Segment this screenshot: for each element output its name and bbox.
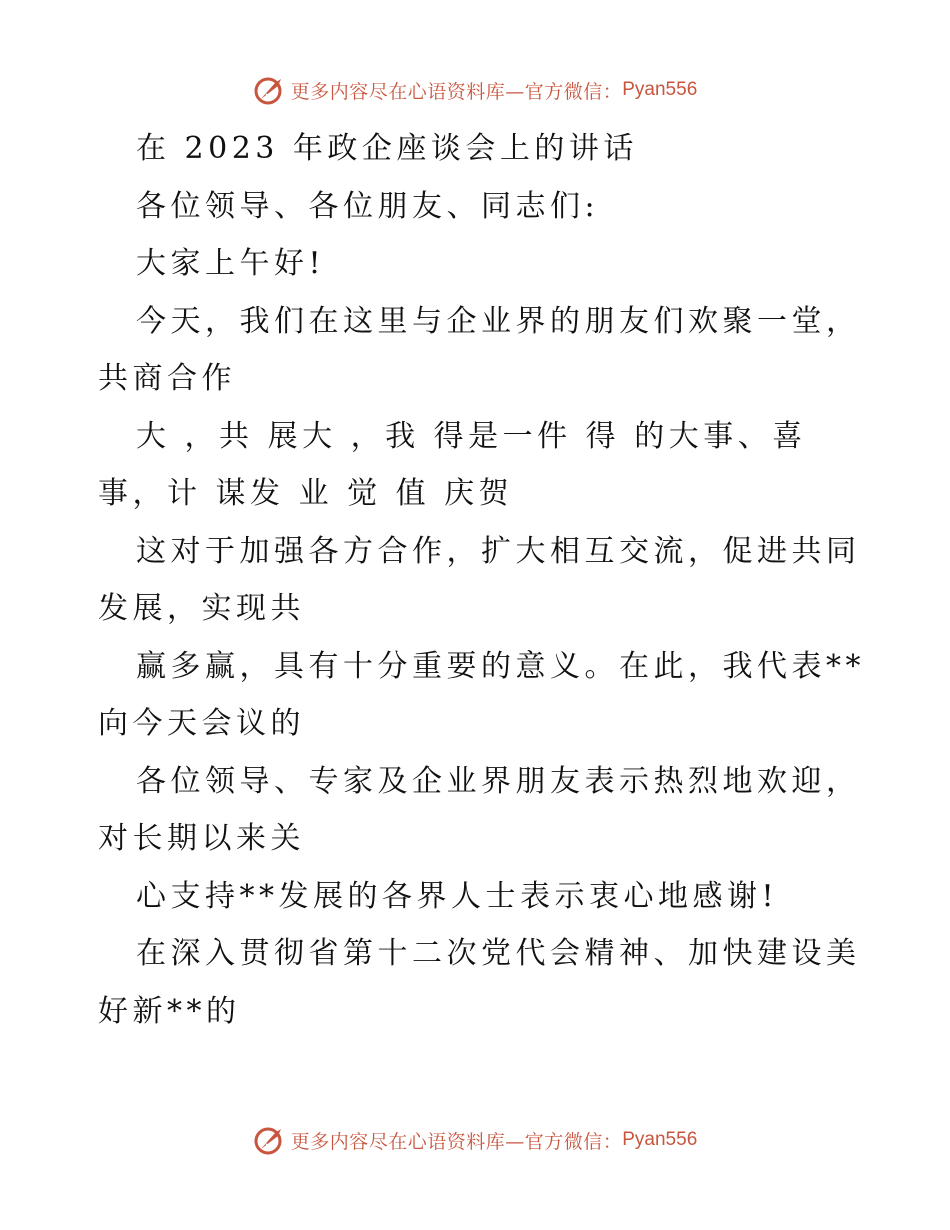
body-line: 大 ，共 展大 ，我 得是一件 得 的大事、喜 [136, 418, 807, 454]
speech-body [98, 120, 865, 1040]
salutation-line: 各位领导、各位朋友、同志们: [136, 188, 600, 224]
body-line: 这对于加强各方合作，扩大相互交流，促进共同 [136, 533, 861, 569]
body-line: 在深入贯彻省第十二次党代会精神、加快建设美 [136, 936, 861, 971]
banner-wechat-id: Pyan556 [622, 1129, 698, 1150]
body-line: 向今天会议的 [98, 706, 305, 741]
body-line: 赢多赢，具有十分重要的意义。在此，我代表** [136, 648, 865, 684]
body-line: 共商合作 [98, 361, 236, 396]
footer-watermark-banner [0, 1120, 950, 1160]
header-watermark-banner [0, 70, 950, 110]
banner-text: 更多内容尽在心语资料库—官方微信： [290, 80, 623, 103]
document-title: 在 2023 年政企座谈会上的讲话 [136, 131, 638, 166]
body-line: 心支持**发展的各界人士表示衷心地感谢! [136, 878, 779, 914]
body-line: 对长期以来关 [98, 821, 305, 856]
body-line: 事，计 谋发 业 觉 值 庆贺 [98, 476, 514, 511]
body-line: 今天，我们在这里与企业界的朋友们欢聚一堂， [136, 303, 861, 339]
banner-text: 更多内容尽在心语资料库—官方微信： [290, 1130, 623, 1153]
quill-pen-logo-icon [253, 1123, 287, 1157]
quill-pen-logo-icon [253, 73, 287, 107]
body-line: 发展，实现共 [98, 591, 305, 626]
body-line: 各位领导、专家及企业界朋友表示热烈地欢迎， [136, 763, 861, 799]
greeting-line: 大家上午好! [136, 246, 326, 281]
banner-wechat-id: Pyan556 [622, 79, 698, 100]
body-line: 好新**的 [98, 993, 241, 1029]
